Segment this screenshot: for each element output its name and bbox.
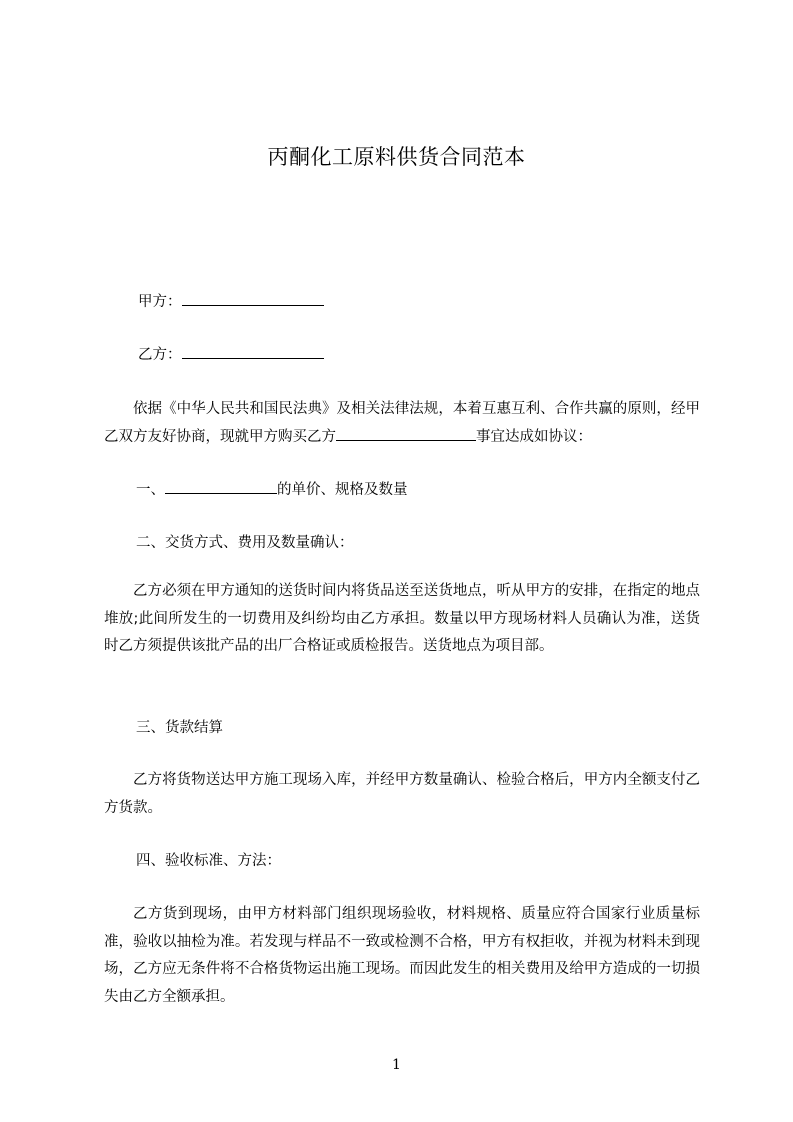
section-3-heading: 三、货款结算 <box>136 720 223 736</box>
intro-text-2: 事宜达成如协议： <box>476 428 592 445</box>
party-a-label: 甲方： <box>138 294 182 310</box>
section-1-blank <box>165 479 277 494</box>
section-4-heading: 四、验收标准、方法： <box>136 853 281 869</box>
section-2-body: 乙方必须在甲方通知的送货时间内将货品送至送货地点，听从甲方的安排，在指定的地点堆放;此间所发生的一切费用及纠纷均由乙方承担。数量以甲方现场材料人员确认为准，送货时乙方须提供该批产品的出厂合格证或质检报告。送货地点为项目部。 <box>104 583 700 654</box>
party-a-blank <box>182 291 324 306</box>
section-3-body: 乙方将货物送达甲方施工现场入库，并经甲方数量确认、检验合格后，甲方内全额支付乙方货款。 <box>104 772 700 816</box>
party-b-label: 乙方： <box>138 347 182 363</box>
section-2-heading: 二、交货方式、费用及数量确认： <box>136 535 354 551</box>
party-b-line <box>138 344 324 365</box>
party-b-blank <box>182 344 324 359</box>
section-1-prefix: 一、 <box>136 482 165 498</box>
document-title: 丙酮化工原料供货合同范本 <box>267 145 526 169</box>
section-4-body: 乙方货到现场，由甲方材料部门组织现场验收，材料规格、质量应符合国家行业质量标准，验收以抽检为准。若发现与样品不一致或检测不合格，甲方有权拒收，并视为材料未到现场，乙方应无条件将不合格货物运出施工现场。而因此发生的相关费用及给甲方造成的一切损失由乙方全额承担。 <box>104 906 700 1005</box>
section-1-heading <box>136 479 408 500</box>
product-blank <box>336 426 476 441</box>
page-number: 1 <box>392 1057 401 1073</box>
party-a-line <box>138 291 324 312</box>
section-1-suffix: 的单价、规格及数量 <box>277 482 408 498</box>
intro-paragraph <box>104 396 700 451</box>
intro-text-1: 依据《中华人民共和国民法典》及相关法律法规，本着互惠互利、合作共赢的原则，经甲乙双方友好协商，现就甲方购买乙方 <box>104 401 700 445</box>
